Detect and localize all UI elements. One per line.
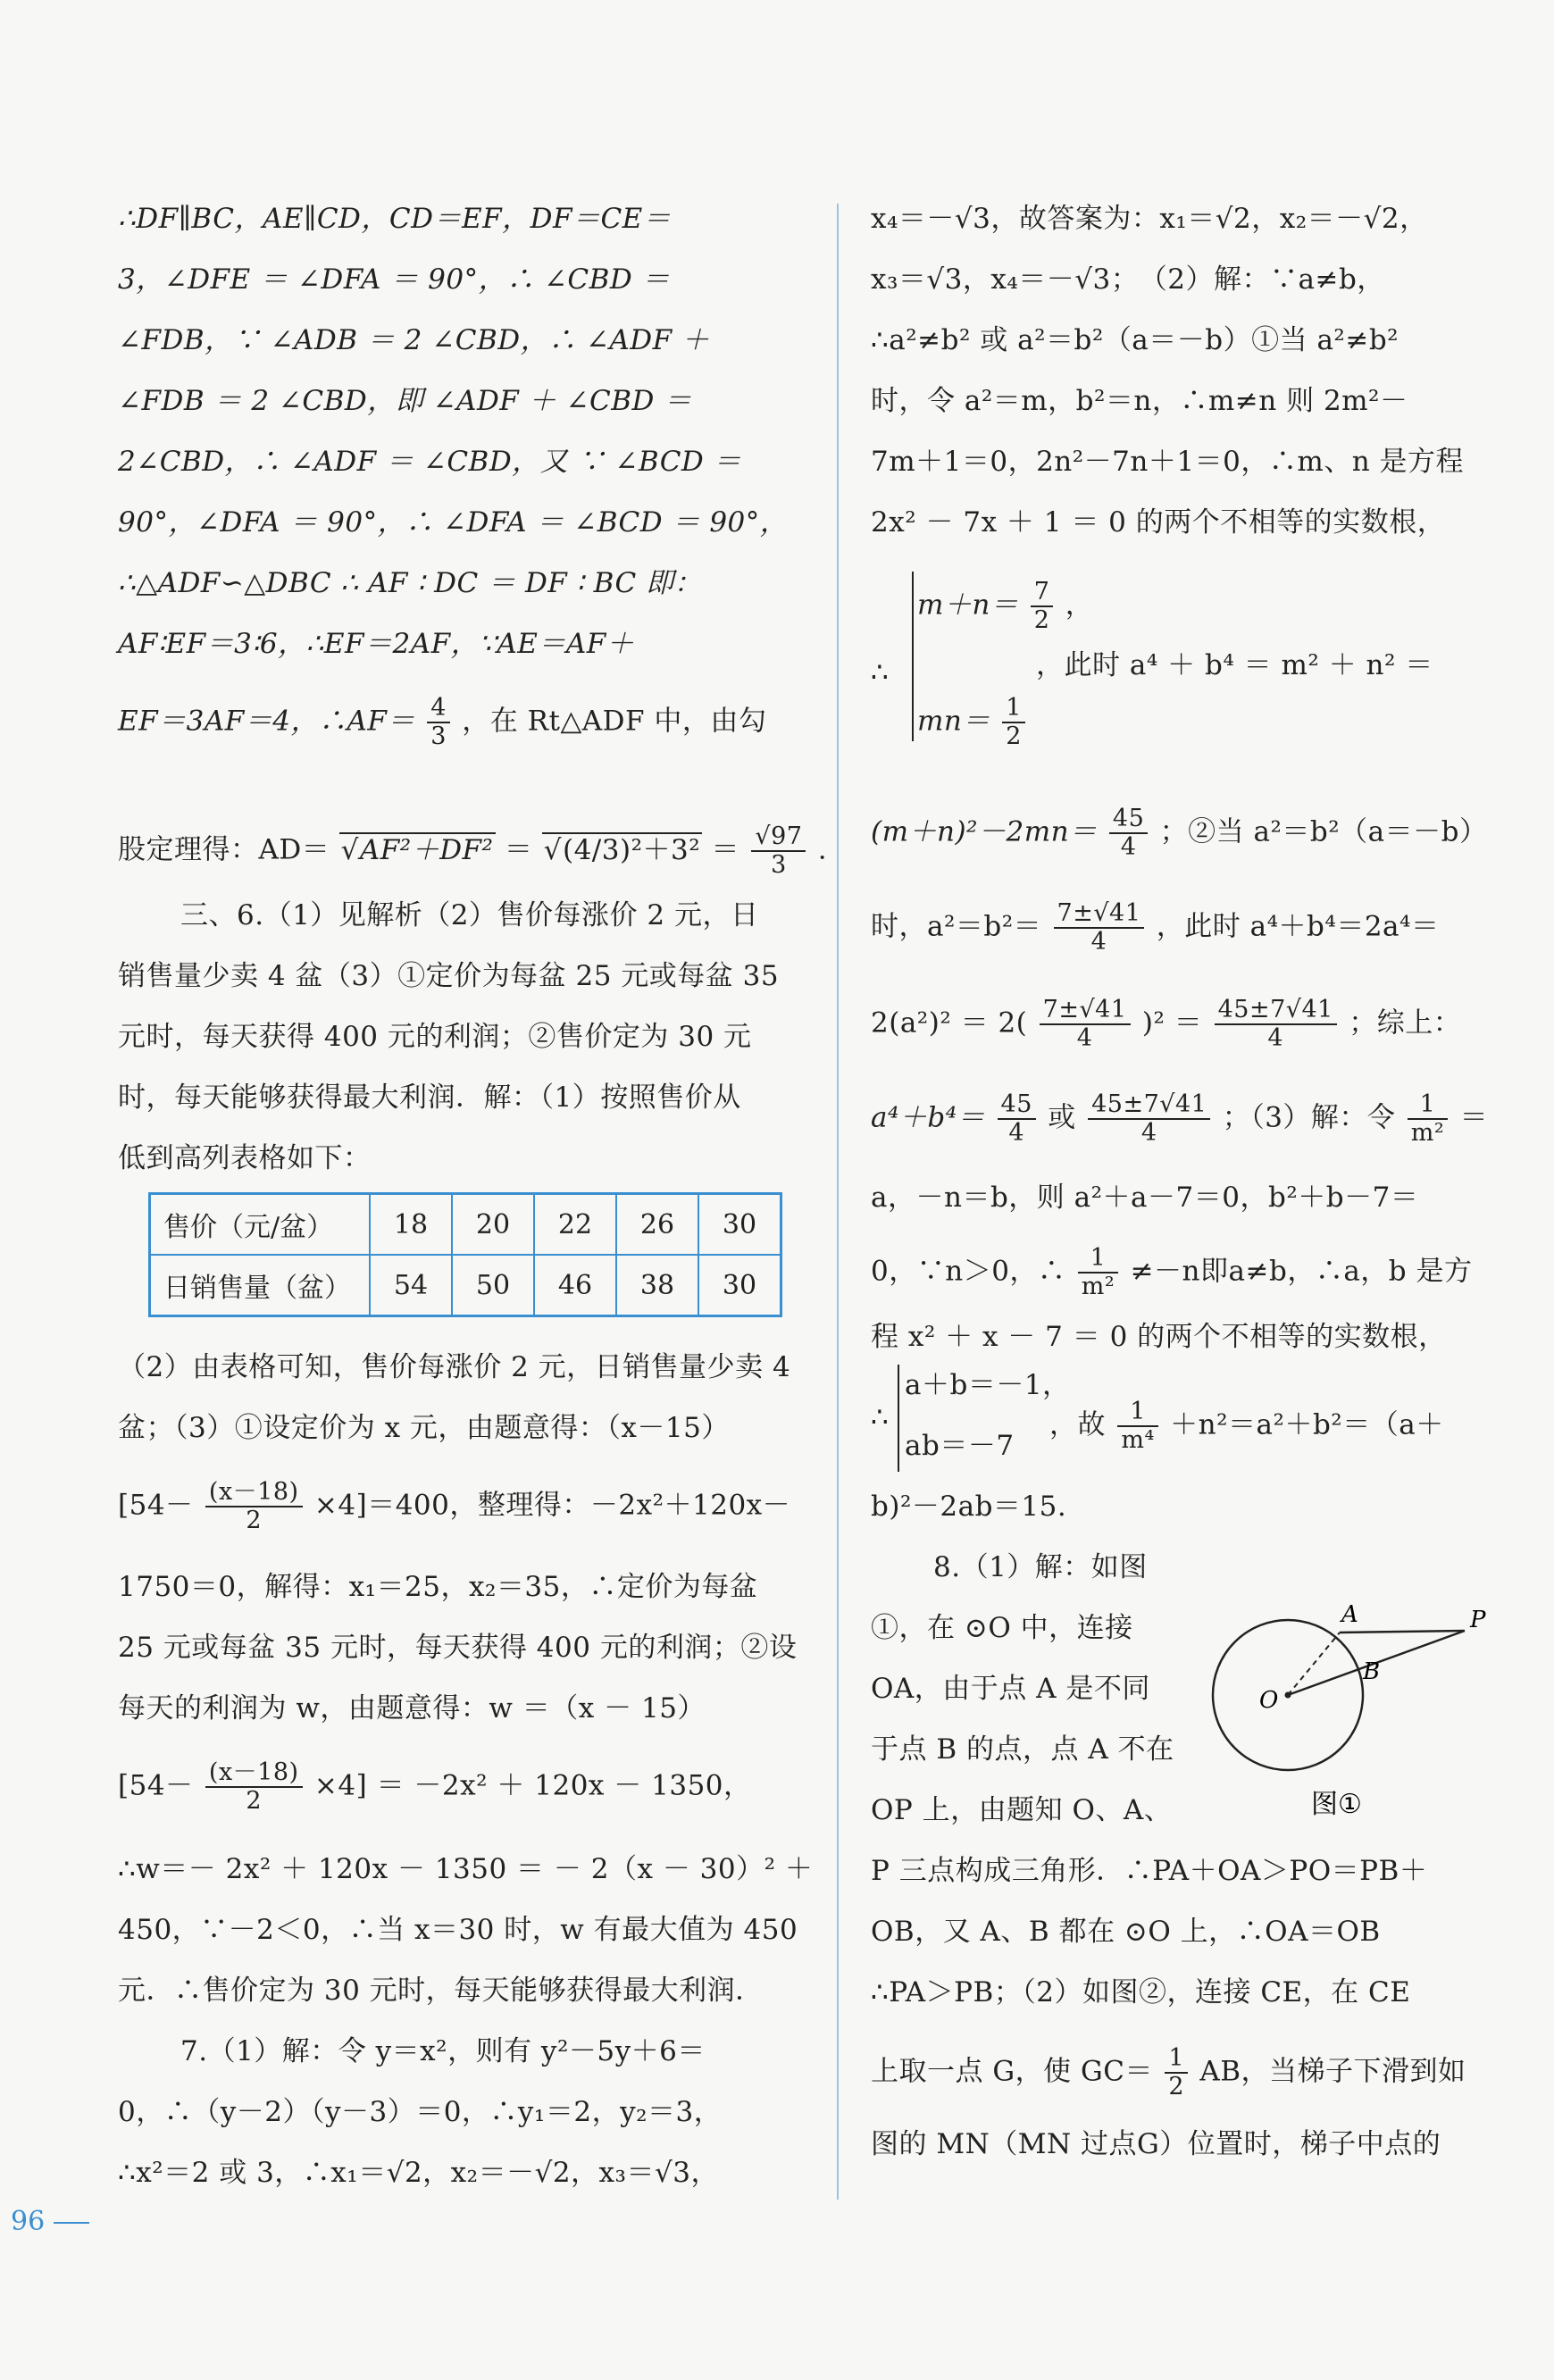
text-segment: )² ＝ (1141, 1006, 1203, 1040)
text-line: a，－n＝b，则 a²＋a－7＝0，b²＋b－7＝ (871, 1182, 1419, 1214)
text-line: 0，∴（y－2）（y－3）＝0，∴y₁＝2，y₂＝3， (118, 2096, 723, 2128)
text-line: 低到高列表格如下： (118, 1142, 372, 1174)
text-line: OP 上，由题知 O、A、 (871, 1794, 1173, 1826)
text-line: ∴w＝－ 2x² ＋ 120x － 1350 ＝ － 2（x － 30）² ＋ (118, 1853, 814, 1885)
text-line (871, 1245, 1473, 1300)
fraction (205, 1479, 303, 1534)
denominator: 2 (1006, 722, 1022, 750)
denominator: m² (1081, 1273, 1115, 1300)
denominator: 3 (771, 851, 787, 879)
text-line (1049, 1399, 1444, 1454)
text-segment: ，此时 a⁴ ＋ b⁴ ＝ m² ＋ n² ＝ (1036, 649, 1433, 681)
text-line: OA，由于点 A 是不同 (871, 1673, 1150, 1705)
text-line: ∴DF∥BC，AE∥CD，CD＝EF，DF＝CE＝ (118, 203, 672, 235)
text-line (871, 806, 1488, 861)
text-segment: a⁴＋b⁴＝ (871, 1101, 986, 1134)
text-line: ∴x²＝2 或 3，∴x₁＝√2，x₂＝－√2，x₃＝√3， (118, 2157, 719, 2189)
numerator: 7±√41 (1040, 997, 1131, 1025)
text-segment: ，在 Rt△ADF 中，由勾 (462, 705, 767, 738)
denominator: 4 (1090, 928, 1107, 956)
fraction (427, 695, 450, 750)
text-segment: 或 (1048, 1101, 1076, 1134)
table-cell: 38 (616, 1255, 698, 1316)
text-segment: ∴ (871, 656, 890, 689)
text-line (871, 656, 890, 689)
page-number-dash (54, 2222, 89, 2224)
fraction (998, 1091, 1036, 1147)
text-line (1036, 649, 1433, 681)
numerator: √97 (751, 823, 806, 852)
table-cell: 20 (452, 1194, 534, 1256)
text-line: 图的 MN（MN 过点G）位置时，梯子中点的 (871, 2128, 1441, 2160)
numerator: 7 (1031, 579, 1054, 607)
table-cell: 22 (534, 1194, 616, 1256)
text-segment: [54－ (118, 1489, 194, 1522)
text-line: 销售量少卖 4 盆（3）①定价为每盆 25 元或每盆 35 (118, 960, 780, 992)
fraction (1165, 2045, 1188, 2100)
numerator: 45 (998, 1091, 1036, 1120)
text-line: x₃＝√3，x₄＝－√3； （2）解：∵a≠b， (871, 263, 1385, 296)
text-line: 程 x² ＋ x － 7 ＝ 0 的两个不相等的实数根， (871, 1321, 1447, 1353)
text-segment: ≠－n即a≠b，∴a，b 是方 (1130, 1255, 1473, 1288)
text-line: 元时，每天获得 400 元的利润；②售价定为 30 元 (118, 1021, 752, 1053)
circle-figure (1206, 1590, 1509, 1831)
table-cell: 46 (534, 1255, 616, 1316)
fraction (1408, 1091, 1448, 1147)
text-segment: EF＝3AF＝4，∴AF＝ (118, 705, 415, 738)
label-p: P (1470, 1607, 1486, 1633)
denominator: 4 (1140, 1119, 1157, 1147)
text-line: 2x² － 7x ＋ 1 ＝ 0 的两个不相等的实数根， (871, 506, 1446, 539)
text-segment: ×4]＝400，整理得：－2x²＋120x－ (313, 1489, 791, 1522)
text-line (871, 997, 1461, 1052)
denominator: 4 (1008, 1119, 1025, 1147)
text-line: 7.（1）解：令 y＝x²，则有 y²－5y＋6＝ (180, 2035, 706, 2067)
fraction (1054, 900, 1145, 956)
table-cell: 30 (698, 1194, 781, 1256)
label-o: O (1259, 1687, 1279, 1714)
text-segment: ，此时 a⁴＋b⁴＝2a⁴＝ (1156, 910, 1440, 943)
text-segment: ＝ (504, 833, 533, 866)
table-row (150, 1255, 781, 1316)
text-line: 7m＋1＝0，2n²－7n＋1＝0，∴m、n 是方程 (871, 446, 1465, 478)
text-segment: mn＝ (917, 705, 990, 738)
text-line: 三、6.（1）见解析（2）售价每涨价 2 元，日 (180, 899, 759, 931)
numerator: 4 (427, 695, 450, 723)
text-segment: (m＋n)²－2mn＝ (871, 815, 1098, 848)
text-segment: . (817, 833, 828, 866)
fraction (1040, 997, 1131, 1052)
fraction (1078, 1245, 1118, 1300)
text-line: a＋b＝－1， (905, 1369, 1071, 1401)
sqrt-expression: √ AF²＋DF² (339, 832, 496, 866)
text-line: ①，在 ⊙O 中，连接 (871, 1612, 1133, 1644)
text-line (917, 579, 1093, 634)
numerator: 1 (1117, 1399, 1157, 1427)
text-line: 于点 B 的点，点 A 不在 (871, 1733, 1174, 1766)
label-b: B (1363, 1658, 1381, 1685)
column-divider (837, 204, 839, 2200)
text-segment: AB，当梯子下滑到如 (1199, 2055, 1466, 2088)
text-line: 盆；（3）①设定价为 x 元，由题意得：（x－15） (118, 1412, 730, 1444)
text-segment: ，故 (1049, 1408, 1106, 1441)
numerator: 1 (1165, 2045, 1188, 2074)
denominator: 2 (246, 1507, 263, 1534)
text-segment: ；（3）解：令 (1222, 1101, 1396, 1134)
text-line: ∠FDB，∵ ∠ADB ＝ 2 ∠CBD，∴ ∠ADF ＋ (118, 324, 710, 356)
denominator: m² (1410, 1119, 1445, 1147)
fraction (1002, 695, 1025, 750)
table-cell: 50 (452, 1255, 534, 1316)
text-line: AF∶EF＝3∶6，∴EF＝2AF，∵AE＝AF＋ (118, 628, 635, 660)
fraction (751, 823, 806, 879)
text-line (118, 1759, 752, 1815)
denominator: 2 (1033, 606, 1050, 634)
text-segment: ＋n²＝a²＋b²＝（a＋ (1170, 1408, 1444, 1441)
point-o (1285, 1692, 1291, 1699)
numerator: (x－18) (205, 1759, 303, 1788)
numerator: (x－18) (205, 1479, 303, 1507)
text-line: x₄＝－√3，故答案为：x₁＝√2，x₂＝－√2， (871, 203, 1428, 235)
denominator: 4 (1120, 833, 1137, 861)
text-segment: ×4] ＝ －2x² ＋ 120x － 1350， (313, 1769, 752, 1802)
text-line (871, 1091, 1488, 1147)
text-line: P 三点构成三角形．∴PA＋OA＞PO＝PB＋ (871, 1855, 1428, 1887)
text-line: 90°，∠DFA ＝ 90°，∴ ∠DFA ＝ ∠BCD ＝ 90°， (118, 506, 789, 539)
numerator: 45±7√41 (1088, 1091, 1210, 1120)
page-number: 96 (11, 2206, 46, 2237)
fraction (1088, 1091, 1210, 1147)
text-line: ∴ (871, 1401, 890, 1433)
text-line: （2）由表格可知，售价每涨价 2 元，日销售量少卖 4 (118, 1351, 791, 1383)
text-segment: ， (1065, 589, 1094, 622)
text-segment: 股定理得：AD＝ (118, 833, 330, 866)
text-segment: ＝ (1459, 1101, 1489, 1134)
numerator: 1 (1078, 1245, 1118, 1274)
denominator: 3 (430, 722, 447, 750)
text-line: 时，每天能够获得最大利润．解：（1）按照售价从 (118, 1081, 741, 1114)
text-line: 450，∵－2＜0，∴当 x＝30 时，w 有最大值为 450 (118, 1914, 798, 1946)
text-segment: 时，a²＝b²＝ (871, 910, 1042, 943)
text-line (118, 695, 766, 750)
text-line: b)²－2ab＝15. (871, 1491, 1067, 1523)
text-segment: ；综上： (1349, 1006, 1462, 1040)
denominator: 2 (1168, 2073, 1185, 2100)
text-line: 时，令 a²＝m，b²＝n，∴m≠n 则 2m²－ (871, 385, 1408, 417)
label-a: A (1341, 1601, 1358, 1628)
text-line (871, 900, 1439, 956)
fraction (1109, 806, 1148, 861)
table-cell: 30 (698, 1255, 781, 1316)
text-line (917, 695, 1028, 750)
text-line: 1750＝0，解得：x₁＝25，x₂＝35，∴定价为每盆 (118, 1571, 758, 1603)
text-line: 元．∴售价定为 30 元时，每天能够获得最大利润． (118, 1975, 764, 2007)
text-line: 2∠CBD，∴ ∠ADF ＝ ∠CBD，又 ∵ ∠BCD ＝ (118, 446, 742, 478)
text-segment: ；②当 a²＝b²（a＝－b） (1159, 815, 1488, 848)
table-cell: 26 (616, 1194, 698, 1256)
text-segment: ＝ (711, 833, 740, 866)
text-segment: [54－ (118, 1769, 194, 1802)
text-segment: m＋n＝ (917, 589, 1019, 622)
denominator: 2 (246, 1787, 263, 1815)
text-segment: 0，∵n＞0，∴ (871, 1255, 1066, 1288)
text-segment: 上取一点 G，使 GC＝ (871, 2055, 1153, 2088)
text-line: 25 元或每盆 35 元时，每天获得 400 元的利润；②设 (118, 1632, 798, 1664)
fraction (1031, 579, 1054, 634)
text-segment: 2(a²)² ＝ 2( (871, 1006, 1028, 1040)
table-cell: 18 (370, 1194, 452, 1256)
text-line: ∴a²≠b² 或 a²＝b²（a＝－b）①当 a²≠b² (871, 324, 1399, 356)
text-line: 8.（1）解：如图 (933, 1551, 1148, 1583)
text-line (118, 823, 827, 879)
fraction (205, 1759, 303, 1815)
denominator: 4 (1076, 1024, 1093, 1052)
sqrt-expression: √ (4/3)²＋3² (542, 832, 702, 866)
denominator: 4 (1267, 1024, 1284, 1052)
numerator: 45 (1109, 806, 1148, 834)
text-line: OB，又 A、B 都在 ⊙O 上，∴OA＝OB (871, 1916, 1381, 1948)
system-brace (898, 1365, 899, 1472)
text-line: 3，∠DFE ＝ ∠DFA ＝ 90°，∴ ∠CBD ＝ (118, 263, 671, 296)
fraction (1215, 997, 1337, 1052)
numerator: 45±7√41 (1215, 997, 1337, 1025)
text-line: ∴PA＞PB；（2）如图②，连接 CE，在 CE (871, 1976, 1411, 2008)
table-header: 日销售量（盆） (150, 1255, 371, 1316)
price-sales-table (148, 1192, 782, 1317)
figure-caption: 图① (1311, 1789, 1362, 1820)
segment-ap (1340, 1631, 1465, 1633)
text-line: ab＝－7 (905, 1430, 1015, 1462)
table-row (150, 1194, 781, 1256)
table-header: 售价（元/盆） (150, 1194, 371, 1256)
fraction (1117, 1399, 1157, 1454)
text-line (118, 1479, 790, 1534)
system-brace (912, 572, 914, 741)
text-line: ∴△ADF∽△DBC ∴ AF ∶ DC ＝ DF ∶ BC 即： (118, 567, 703, 599)
text-line: ∠FDB ＝ 2 ∠CBD，即 ∠ADF ＋ ∠CBD ＝ (118, 385, 692, 417)
numerator: 1 (1408, 1091, 1448, 1120)
text-line (871, 2045, 1466, 2100)
table-cell: 54 (370, 1255, 452, 1316)
denominator: m⁴ (1121, 1426, 1155, 1454)
text-line: 每天的利润为 w，由题意得：w ＝（x － 15） (118, 1692, 706, 1724)
numerator: 7±√41 (1054, 900, 1145, 929)
numerator: 1 (1002, 695, 1025, 723)
